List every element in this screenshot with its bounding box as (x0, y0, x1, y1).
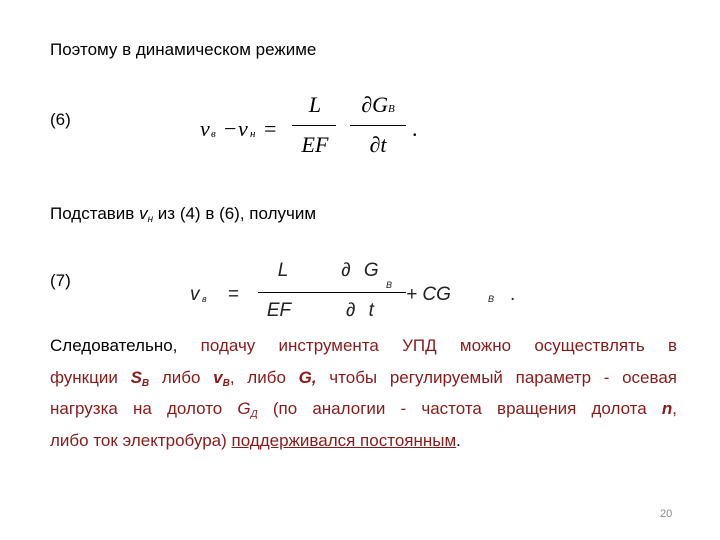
conclusion-l2-sb: S (130, 367, 142, 387)
conclusion-l3-g: G (237, 399, 251, 418)
conclusion-l2-sb-sub: В (141, 377, 150, 389)
substitution-var: v (139, 204, 148, 223)
conclusion-l2-c: , либо (229, 367, 299, 387)
eq6-frac2-num-sub: В (388, 103, 395, 115)
conclusion-l3-b: (по аналогии - частота вращения долота (257, 399, 662, 418)
eq6-frac2-den: ∂t (369, 132, 387, 157)
eq7-plus-cg: + CG (406, 284, 451, 305)
conclusion-l2-b: либо (149, 367, 214, 387)
substitution-line (50, 204, 316, 230)
conclusion-line-4 (50, 425, 677, 457)
conclusion-l3-c: , (672, 399, 677, 418)
eq6-frac2-bar (350, 125, 406, 126)
eq6-vn-sub: н (250, 128, 256, 140)
conclusion-l4-a: либо ток электробура) (50, 430, 232, 450)
conclusion-l4-end: . (456, 430, 461, 450)
eq7-frac1-num: L (277, 260, 289, 281)
conclusion-l3-g-sub: Д (250, 409, 258, 420)
eq7-fraction-bar (258, 292, 406, 293)
conclusion-l2-vb-sub: В (222, 377, 230, 389)
equation-6-label: (6) (50, 110, 71, 129)
eq7-dot: . (510, 284, 516, 305)
conclusion-line-1 (50, 330, 677, 362)
substitution-suffix: из (4) в (6), получим (153, 204, 317, 223)
eq7-frac1-den: EF (266, 300, 292, 321)
substitution-prefix: Подставив (50, 204, 140, 223)
eq6-frac2-num: ∂G (361, 92, 389, 117)
eq6-frac1-den: EF (301, 132, 329, 157)
conclusion-l2-g: G, (298, 367, 317, 387)
eq7-equals: = (228, 284, 240, 305)
eq7-v-var: v (190, 284, 200, 305)
conclusion-l2-a: функции (50, 367, 131, 387)
equation-7 (190, 258, 530, 328)
conclusion-l1-b: подачу инструмента УПД можно осуществлять в (200, 336, 677, 355)
eq7-frac2-den: ∂ t (346, 300, 374, 321)
conclusion-l3-a: нагрузка на долото (50, 399, 238, 418)
eq6-dot: . (412, 116, 418, 141)
heading: Поэтому в динамическом режиме (50, 40, 317, 59)
eq6-vn-var: v (238, 116, 248, 141)
eq7-cg-sub: В (488, 294, 495, 304)
eq6-v-var: v (200, 116, 210, 141)
conclusion-l4-underlined: поддерживался постоянным (231, 430, 457, 450)
equation-6 (200, 88, 430, 168)
substitution-var-sub: н (147, 214, 154, 225)
eq7-v-sub: в (202, 294, 207, 304)
eq6-equals: = (264, 116, 277, 141)
eq7-frac2-num-sub: В (386, 280, 393, 290)
eq6-v-sub: в (211, 128, 216, 140)
equation-7-label: (7) (50, 271, 71, 290)
conclusion-l1-a: Следовательно, (50, 336, 201, 355)
conclusion-line-3 (50, 393, 677, 425)
conclusion-line-2 (50, 362, 677, 394)
slide-number: 20 (660, 508, 673, 520)
eq7-frac2-num: ∂ G (341, 260, 379, 281)
conclusion-l2-vb: v (213, 367, 223, 387)
conclusion-paragraph (50, 330, 677, 456)
eq6-minus: − (224, 116, 237, 141)
eq6-frac1-bar (292, 125, 336, 126)
eq6-frac1-num: L (308, 92, 322, 117)
conclusion-l2-d: чтобы регулируемый параметр - осевая (316, 367, 678, 387)
conclusion-l3-n: n (661, 399, 673, 418)
